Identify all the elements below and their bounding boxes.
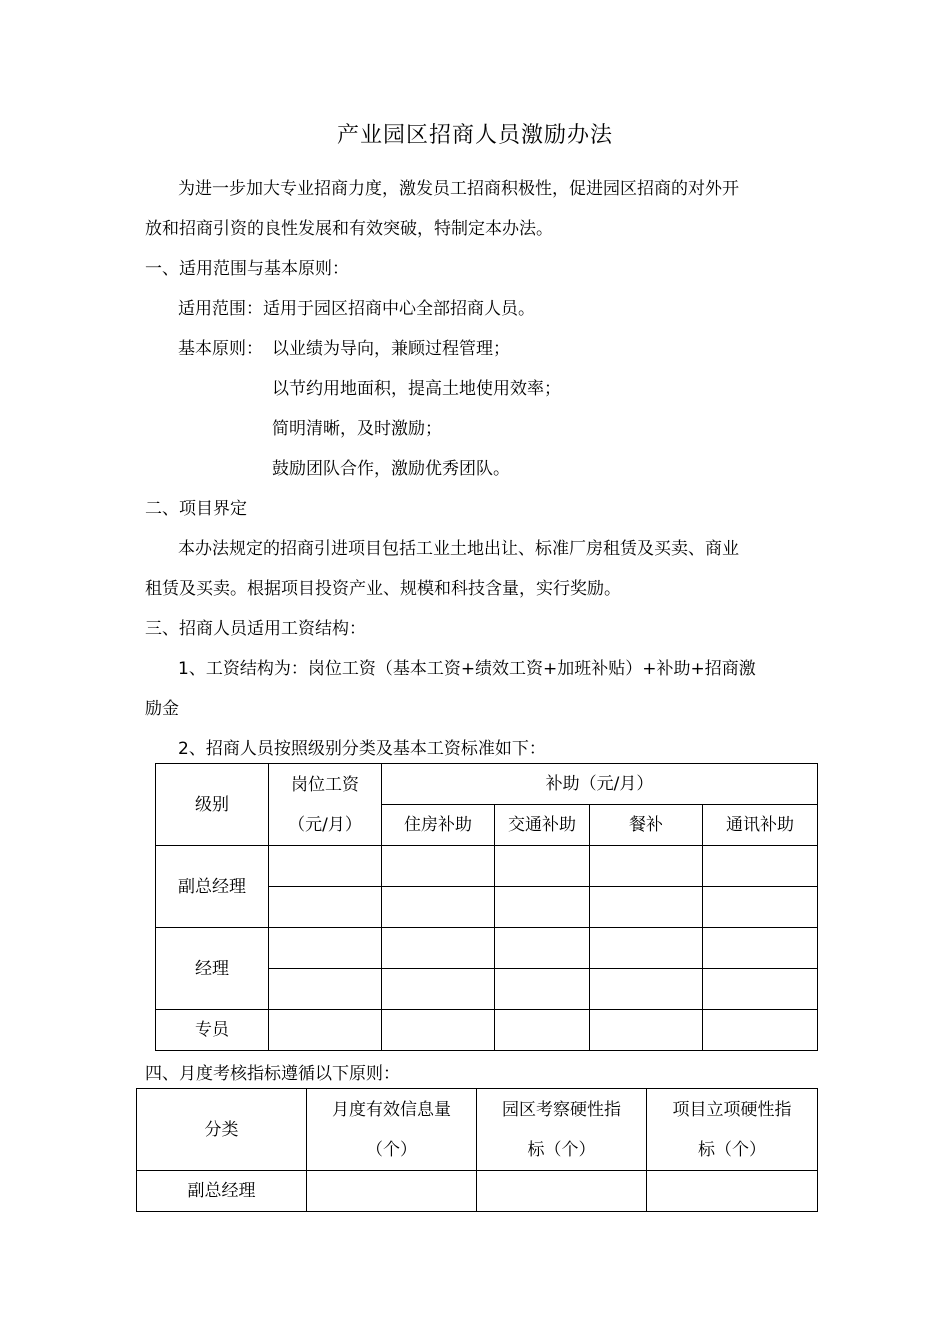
row-label-specialist: 专员 [156, 1010, 269, 1051]
principle-2: 以节约用地面积，提高土地使用效率； [272, 379, 561, 399]
row-label-vp: 副总经理 [156, 846, 269, 928]
document-title: 产业园区招商人员激励办法 [336, 123, 613, 148]
header-transport: 交通补助 [495, 805, 590, 846]
section3-heading: 三、招商人员适用工资结构： [145, 619, 366, 639]
principle-4: 鼓励团队合作，激励优秀团队。 [272, 459, 510, 479]
header-category: 分类 [137, 1089, 307, 1171]
table-cell [703, 846, 818, 887]
table-cell [495, 969, 590, 1010]
table-cell [590, 887, 703, 928]
header-monthly-info-line-2: （个） [366, 1139, 417, 1160]
assessment-table [136, 1088, 818, 1212]
table-cell [382, 1010, 495, 1051]
table-cell [703, 1010, 818, 1051]
header-monthly-info-line-1: 月度有效信息量 [332, 1099, 451, 1120]
header-project-approval-line-1: 项目立项硬性指 [672, 1099, 792, 1120]
header-monthly-info [307, 1089, 477, 1171]
principle-1: 以业绩为导向，兼顾过程管理； [272, 339, 510, 359]
table-cell [307, 1171, 477, 1212]
principles-label: 基本原则： [178, 339, 263, 359]
wage-table [155, 763, 818, 1051]
section3-item1-line-2: 励金 [145, 699, 179, 719]
table-cell [495, 887, 590, 928]
header-housing: 住房补助 [382, 805, 495, 846]
section3-item1-line-1: 1、工资结构为：岗位工资（基本工资+绩效工资+加班补贴）+补助+招商激 [178, 659, 756, 679]
section2-line-2: 租赁及买卖。根据项目投资产业、规模和科技含量，实行奖励。 [145, 579, 621, 599]
table-cell [495, 1010, 590, 1051]
header-project-approval-line-2: 标（个） [698, 1139, 766, 1160]
table-cell [647, 1171, 818, 1212]
section4-heading: 四、月度考核指标遵循以下原则： [145, 1064, 400, 1084]
header-comm: 通讯补助 [703, 805, 818, 846]
header-post-wage-line-2: （元/月） [288, 814, 362, 835]
table-cell [590, 928, 703, 969]
header-project-approval [647, 1089, 818, 1171]
header-park-visit-line-1: 园区考察硬性指 [502, 1099, 621, 1120]
header-post-wage-line-1: 岗位工资 [291, 774, 359, 795]
section2-line-1: 本办法规定的招商引进项目包括工业土地出让、标准厂房租赁及买卖、商业 [178, 539, 739, 559]
table-cell [495, 928, 590, 969]
section2-heading: 二、项目界定 [145, 499, 247, 519]
header-park-visit [477, 1089, 647, 1171]
header-subsidy: 补助（元/月） [382, 764, 818, 805]
header-level: 级别 [156, 764, 269, 846]
header-park-visit-line-2: 标（个） [527, 1139, 596, 1160]
table-cell [495, 846, 590, 887]
row-label-vp: 副总经理 [137, 1171, 307, 1212]
table-cell [269, 1010, 382, 1051]
row-label-manager: 经理 [156, 928, 269, 1010]
table-cell [703, 887, 818, 928]
section1-heading: 一、适用范围与基本原则： [145, 259, 349, 279]
intro-line-1: 为进一步加大专业招商力度，激发员工招商积极性，促进园区招商的对外开 [178, 179, 739, 199]
table-cell [269, 887, 382, 928]
table-cell [269, 969, 382, 1010]
table-cell [477, 1171, 647, 1212]
scope-text: 适用范围：适用于园区招商中心全部招商人员。 [178, 299, 535, 319]
table-cell [590, 969, 703, 1010]
table-cell [590, 1010, 703, 1051]
intro-line-2: 放和招商引资的良性发展和有效突破，特制定本办法。 [145, 219, 553, 239]
table-cell [590, 846, 703, 887]
table-cell [703, 928, 818, 969]
table-cell [269, 846, 382, 887]
table-cell [382, 928, 495, 969]
table-cell [382, 846, 495, 887]
header-post-wage [269, 764, 382, 846]
table-cell [382, 887, 495, 928]
table-cell [703, 969, 818, 1010]
table-cell [382, 969, 495, 1010]
section3-item2: 2、招商人员按照级别分类及基本工资标准如下： [178, 739, 546, 759]
principle-3: 简明清晰，及时激励； [272, 419, 442, 439]
header-meal: 餐补 [590, 805, 703, 846]
table-cell [269, 928, 382, 969]
